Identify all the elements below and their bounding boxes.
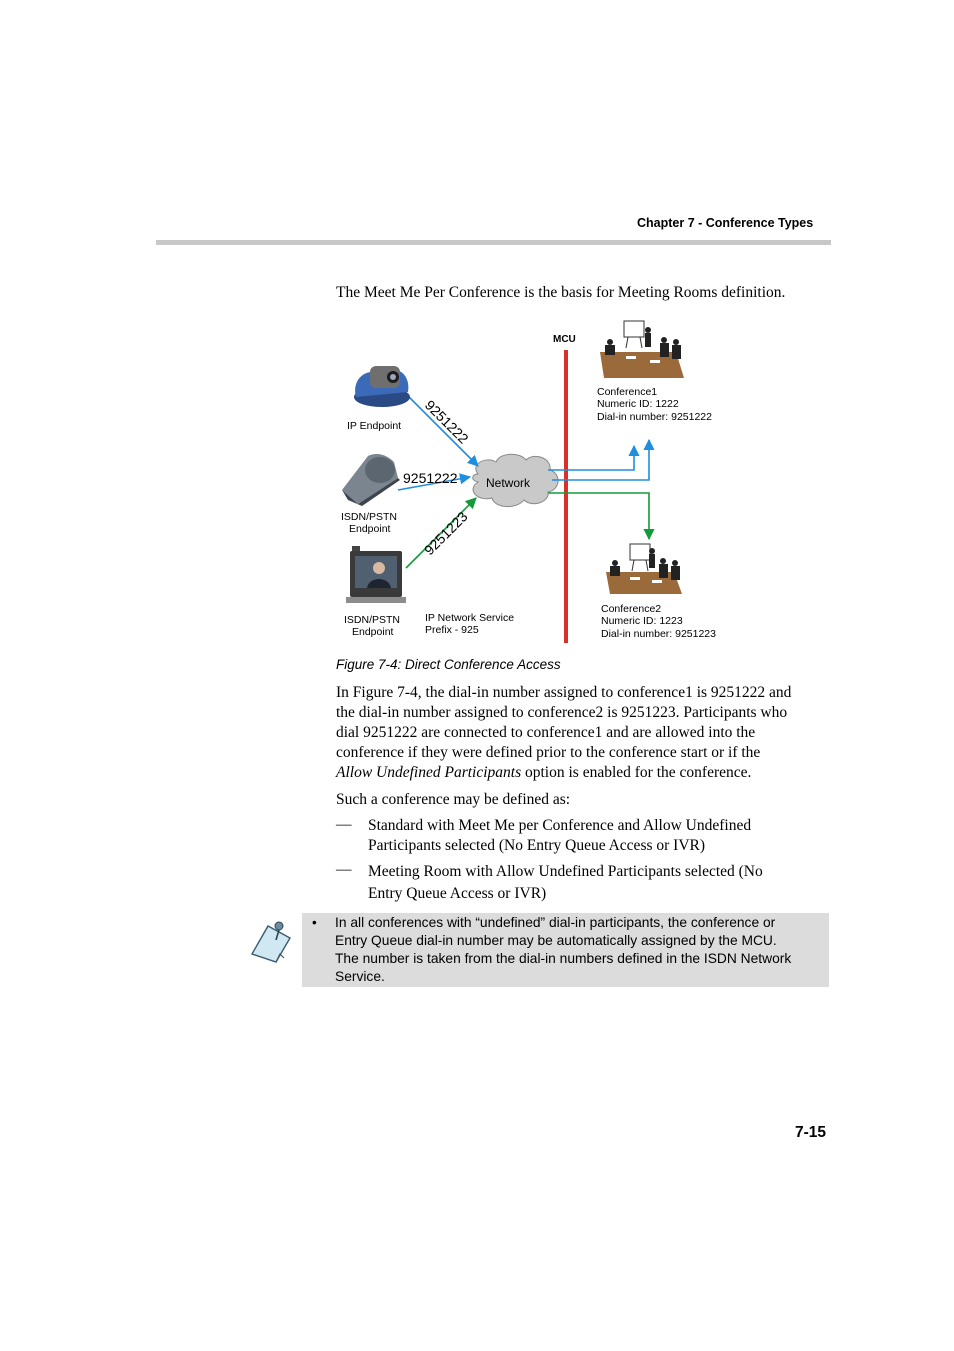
paragraph-line <box>336 763 831 783</box>
conf2-name: Conference2 <box>601 603 662 615</box>
dial-number-top: 9251222 <box>421 396 472 447</box>
conf2-arrow <box>548 493 649 539</box>
mcu-label: MCU <box>553 334 576 345</box>
note-line: The number is taken from the dial-in numbers defined in the ISDN Network <box>335 951 792 966</box>
list-dash: — <box>336 816 352 833</box>
chapter-header: Chapter 7 - Conference Types <box>637 216 814 230</box>
figure-caption: Figure 7-4: Direct Conference Access <box>336 657 561 672</box>
note-text <box>335 914 819 986</box>
meeting-room-icon <box>600 321 684 378</box>
service-label-line1: IP Network Service <box>425 612 515 624</box>
note-pin-icon <box>246 918 296 964</box>
conf2-dial: Dial-in number: 9251223 <box>601 628 716 640</box>
ip-endpoint-label: IP Endpoint <box>347 420 402 432</box>
conf1-name: Conference1 <box>597 386 658 398</box>
paragraph-line: In Figure 7-4, the dial-in number assigned to conference1 is 9251222 and <box>336 684 792 701</box>
conference-access-diagram <box>0 0 954 660</box>
service-label-line2: Prefix - 925 <box>425 624 479 636</box>
list-dash: — <box>336 861 352 878</box>
list-item <box>368 861 830 905</box>
conf1-id: Numeric ID: 1222 <box>597 398 679 410</box>
note-bullet: • <box>312 915 317 930</box>
video-monitor-icon <box>346 546 406 603</box>
paragraph-line: conference if they were defined prior to the conference start or if the <box>336 744 761 761</box>
intro-paragraph: The Meet Me Per Conference is the basis for Meeting Rooms definition. <box>336 284 786 301</box>
conf1-dial: Dial-in number: 9251222 <box>597 411 712 423</box>
paragraph-tail: option is enabled for the conference. <box>521 764 752 781</box>
list-item <box>368 816 830 856</box>
body-paragraph <box>336 683 831 783</box>
list-item-line: Meeting Room with Allow Undefined Participants selected (No <box>368 863 763 880</box>
isdn1-label-line1: ISDN/PSTN <box>341 511 398 523</box>
note-line: Service. <box>335 969 385 984</box>
option-name: Allow Undefined Participants <box>336 764 522 781</box>
video-unit-icon <box>354 366 410 407</box>
note-line: Entry Queue dial-in number may be automatically assigned by the MCU. <box>335 933 777 948</box>
conference-phone-icon <box>342 454 400 506</box>
conf1-arrow-a <box>548 446 634 470</box>
conf2-id: Numeric ID: 1223 <box>601 615 683 627</box>
paragraph-line: dial 9251222 are connected to conference1 and are allowed into the <box>336 724 756 741</box>
network-label: Network <box>486 476 531 490</box>
list-item-line: Entry Queue Access or IVR) <box>368 885 547 902</box>
dial-number-bottom: 9251223 <box>420 508 471 559</box>
paragraph-line: the dial-in number assigned to conference2 is 9251223. Participants who <box>336 704 788 721</box>
dial-number-mid: 9251222 <box>403 470 458 486</box>
list-item-line: Participants selected (No Entry Queue Access or IVR) <box>368 837 706 854</box>
meeting-room-icon <box>606 544 682 594</box>
note-line: In all conferences with “undefined” dial-in participants, the conference or <box>335 915 776 930</box>
page-number: 7-15 <box>795 1124 827 1141</box>
isdn1-label-line2: Endpoint <box>349 523 391 535</box>
list-item-line: Standard with Meet Me per Conference and Allow Undefined <box>368 817 752 834</box>
definition-intro: Such a conference may be defined as: <box>336 791 571 808</box>
isdn2-label-line1: ISDN/PSTN <box>344 614 401 626</box>
isdn2-label-line2: Endpoint <box>352 626 394 638</box>
network-cloud-icon <box>473 454 558 506</box>
